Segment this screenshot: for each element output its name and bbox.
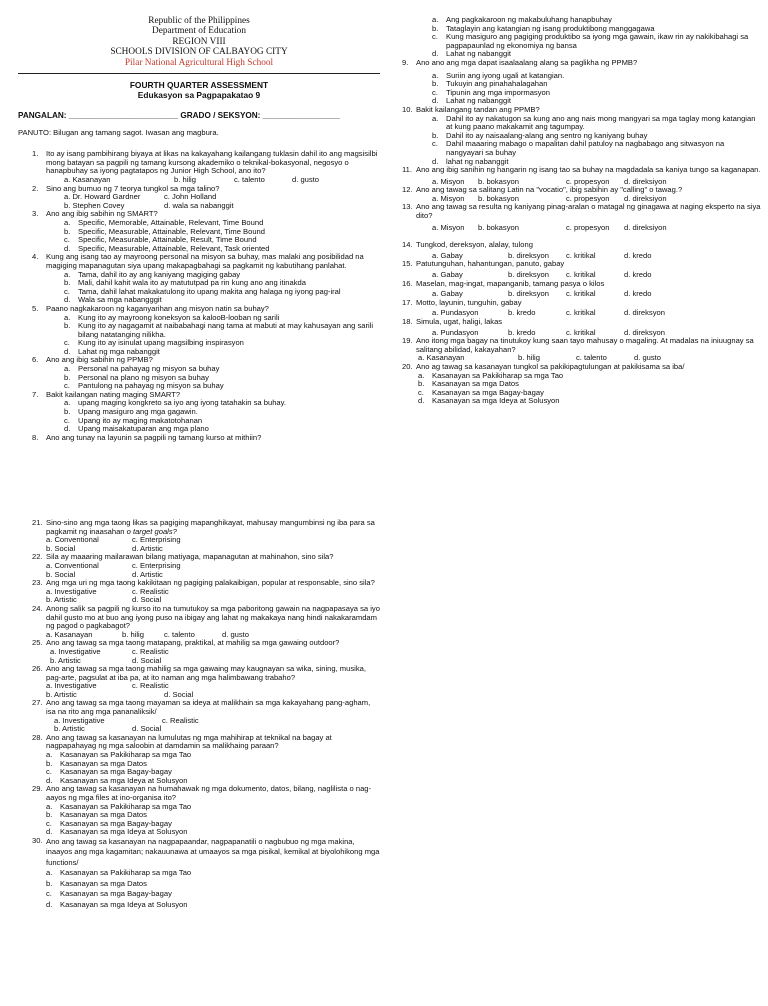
- question-number: 11.: [402, 165, 412, 175]
- choice-c[interactable]: c. kritikal: [566, 270, 596, 280]
- choice-d[interactable]: d. direksiyon: [624, 193, 667, 203]
- choice-c[interactable]: c. Specific, Measurable, Attainable, Result, Time Bound: [64, 235, 257, 245]
- choice-d[interactable]: d. Kasanayan sa mga Ideya at Solusyon: [46, 899, 188, 909]
- question-number: 25.: [32, 638, 43, 648]
- choice-c[interactable]: c. kritikal: [566, 289, 596, 299]
- choice-d[interactable]: d. Social: [132, 595, 162, 605]
- choice-b[interactable]: b. Kasanayan sa mga Datos: [46, 878, 147, 888]
- choice-b[interactable]: b. Personal na plano ng misyon sa buhay: [64, 372, 209, 382]
- choice-b[interactable]: b. hilig: [122, 629, 144, 639]
- choice-d[interactable]: d. Social: [132, 724, 162, 734]
- choice-c[interactable]: c. kritikal: [566, 308, 596, 318]
- question-text: Ano ang ibig sabihin ng PPMB?: [46, 355, 153, 365]
- question-text: Maselan, mag-ingat, mapanganib, tamang pasya o kilos: [416, 278, 605, 288]
- choice-c[interactable]: c. Enterprising: [132, 535, 181, 545]
- choice-c[interactable]: c. Realistic: [162, 715, 199, 725]
- choice-b[interactable]: b. Kasanayan sa mga Datos: [46, 758, 147, 768]
- question-number: 23.: [32, 578, 43, 588]
- question-number: 22.: [32, 552, 43, 562]
- question-5: [18, 305, 380, 357]
- choice-d[interactable]: d. kredo: [624, 250, 652, 260]
- choice-b[interactable]: b. Upang masiguro ang mga gagawin.: [64, 407, 198, 417]
- choice-d[interactable]: d. Kasanayan sa mga Ideya at Solusyon: [418, 396, 560, 406]
- question-13: [402, 203, 762, 232]
- choice-c[interactable]: c. Upang ito ay maging makatotohanan: [64, 415, 203, 425]
- choice-d[interactable]: d. gusto: [222, 629, 250, 639]
- choice-b[interactable]: b. direksyon: [508, 270, 549, 280]
- question-text: Bakit kailangan nating maging SMART?: [46, 389, 181, 399]
- choice-a[interactable]: a. Misyon: [432, 222, 465, 232]
- choice-a[interactable]: a. Investigative: [50, 646, 101, 656]
- question-15: [402, 260, 762, 279]
- choice-d[interactable]: d. wala sa nabanggit: [164, 200, 234, 210]
- choice-b[interactable]: b. Tataglayin ang katangian ng isang produktibong manggagawa: [432, 23, 655, 33]
- question-number: 2.: [32, 183, 39, 193]
- question-10: [402, 106, 762, 166]
- choice-c[interactable]: c. talento: [164, 629, 195, 639]
- question-number: 12.: [402, 185, 413, 195]
- choice-d[interactable]: d. Specific, Measurable, Attainable, Relevant, Task oriented: [64, 243, 270, 253]
- choice-d[interactable]: d. Kasanayan sa mga Ideya at Solusyon: [46, 827, 188, 837]
- choice-c[interactable]: c. Tipunin ang mga impormasyon: [432, 87, 550, 97]
- question-number: 14.: [402, 240, 413, 250]
- question-number: 1.: [32, 149, 39, 159]
- choice-d[interactable]: d. Artistic: [132, 569, 163, 579]
- choice-c[interactable]: c. talento: [576, 353, 607, 363]
- assessment-title: FOURTH QUARTER ASSESSMENT: [129, 80, 269, 91]
- choice-a[interactable]: a. Conventional: [46, 535, 99, 545]
- question-number: 5.: [32, 303, 39, 313]
- question-number: 27.: [32, 698, 43, 708]
- choice-a[interactable]: a. Kasanayan: [418, 353, 465, 363]
- choice-b[interactable]: b. Tukuyin ang pinahahalagahan: [432, 79, 548, 89]
- question-number: 4.: [32, 252, 39, 262]
- question-number: 29.: [32, 784, 43, 794]
- question-text: Ano ang tawag sa kasanayan na lumulutas ng mga mahihirap at teknikal na bagay at nagpapahayag ng mga saloobin at damdamin sa malikhaing paraan?: [46, 732, 332, 751]
- question-number: 30.: [32, 835, 43, 845]
- choice-c[interactable]: c. Kung ito ay isinulat upang magsilbing inspirasyon: [64, 338, 244, 348]
- choice-c[interactable]: c. Tama, dahil lahat makakatulong ito upang makita ang halaga ng iyong pag-iral: [64, 286, 341, 296]
- choice-c[interactable]: c. Pantulong na pahayag ng misyon sa buhay: [64, 381, 224, 391]
- question-22: [18, 553, 380, 579]
- question-20: [402, 363, 762, 406]
- question-text: Anong salik sa pagpili ng kurso ito na tumutukoy sa mga paboritong gawain na nagpapasaya sa iyo dahil gusto mo at buo ang iyong puso na ibigay ang lahat ng makakaya nang hindi nakakaramdam ng pagod o pagkabagot?: [46, 603, 380, 631]
- choice-c[interactable]: c. Enterprising: [132, 560, 181, 570]
- choice-b[interactable]: b. bokasyon: [478, 222, 519, 232]
- question-text: Kung ang isang tao ay mayroong personal na misyon sa buhay, mas malaki ang posibilidad na magiging mapanagutan siya upang makapagbahagi sa pagkamit ng kabutihang panlahat.: [46, 252, 364, 270]
- question-18: [402, 318, 762, 337]
- question-26: [18, 665, 380, 699]
- question-14: [402, 241, 762, 260]
- choice-a[interactable]: a. Dr. Howard Gardner: [64, 192, 141, 202]
- choice-d[interactable]: d. direksiyon: [624, 222, 667, 232]
- question-text: Ang mga uri ng mga taong kakikitaan ng pagiging palakaibigan, popular at responsable, sino sila?: [46, 578, 375, 588]
- choice-c[interactable]: c. propesyon: [566, 193, 610, 203]
- question-number: 26.: [32, 664, 43, 674]
- choice-b[interactable]: b. hilig: [518, 353, 540, 363]
- question-23: [18, 579, 380, 605]
- choice-a[interactable]: a. Kasanayan: [64, 175, 111, 184]
- choice-c[interactable]: c. Kasanayan sa mga Bagay-bagay: [46, 767, 172, 777]
- question-3: [18, 210, 380, 253]
- right-column: [402, 16, 762, 406]
- question-9: [402, 59, 762, 106]
- choice-a[interactable]: a. Suriin ang iyong ugali at katangian.: [432, 70, 565, 80]
- question-12: [402, 186, 762, 203]
- question-29: [18, 785, 380, 837]
- question-24: [18, 605, 380, 639]
- choice-d[interactable]: d. kredo: [624, 289, 652, 299]
- choice-d[interactable]: d. kredo: [624, 270, 652, 280]
- choice-b[interactable]: b. direksyon: [508, 250, 549, 260]
- question-text: Ano ang tawag sa mga taong matapang, praktikal, at mahilig sa mga gawaing outdoor?: [46, 638, 340, 648]
- question-text: Ano ang ibig sanihin ng hangarin ng isang tao sa buhay na magdadala sa kaniya tungo sa kaganapan.: [416, 165, 761, 175]
- question-number: 20.: [402, 361, 413, 371]
- choice-b[interactable]: b. Social: [46, 569, 76, 579]
- choice-a[interactable]: a. Investigative: [54, 715, 105, 725]
- choice-b[interactable]: b. Artistic: [46, 689, 77, 699]
- question-text: Ano ang tawag sa kasanayan na nagpapaandar, nagpapanatili o nagbubuo ng mga makina, inaayos ang mga kagamitan; nakauunawa at umaayos sa mga pisikal, kemikal at biyolohikong mga functions/: [46, 836, 380, 867]
- question-25: [18, 639, 380, 665]
- question-text: Ito ay isang pambihirang biyaya at likas na kakayahang kailangang tuklasin dahil ito ang magsisilbi mong batayan sa pagpili ng tamang kursong akademiko o teknikal-bokasyonal, negosyo o hanapbuhay sa iyong pagtatapos ng Junior High School, ano ito?: [46, 149, 378, 176]
- question-text: Ano ang tawag sa mga taong mayaman sa ideya at malikhain sa mga kakayahang pang-agham, isa na rito ang mga pananaliksik/: [46, 698, 371, 717]
- choice-a[interactable]: a. Misyon: [432, 176, 465, 186]
- question-1: [18, 150, 380, 184]
- choice-c[interactable]: c. Kasanayan sa mga Bagay-bagay: [46, 889, 172, 899]
- choice-b[interactable]: b. Specific, Measurable, Attainable, Relevant, Time Bound: [64, 226, 265, 236]
- choice-d[interactable]: d. Lahat ng nabanggit: [432, 96, 512, 106]
- instructions: PANUTO: Bilugan ang tamang sagot. Iwasan ang magbura.: [18, 127, 219, 137]
- question-text: Ano itong mga bagay na tinutukoy kung saan tayo mahusay o magaling. At madalas na iniuugnay sa salitang abilidad, kakayahan?: [416, 336, 754, 354]
- question-27: [18, 699, 380, 733]
- choice-a[interactable]: a. Ang pagkakaroon ng makabuluhang hanapbuhay: [432, 15, 612, 24]
- question-28: [18, 734, 380, 786]
- choice-b[interactable]: b. kredo: [508, 308, 536, 318]
- choice-b[interactable]: b. Dahil ito ay naisaalang-alang ang sentro ng kaniyang buhay: [432, 130, 648, 140]
- question-6: [18, 356, 380, 390]
- header-school: Pilar National Agricultural High School: [124, 57, 274, 68]
- question-number: 18.: [402, 317, 413, 326]
- question-17: [402, 299, 762, 318]
- choice-c[interactable]: c. kritikal: [566, 327, 596, 337]
- question-30: [18, 837, 380, 911]
- choice-a[interactable]: a. Investigative: [46, 681, 97, 691]
- question-19: [402, 337, 762, 363]
- choice-b[interactable]: b. Kasanayan sa mga Datos: [46, 810, 147, 820]
- question-text: Patutunguhan, hahantungan, panuto, gabay: [416, 259, 565, 269]
- question-text: Simula, ugat, haligi, lakas: [416, 317, 503, 326]
- choice-a[interactable]: a. Investigative: [46, 586, 97, 596]
- question-number: 7.: [32, 389, 39, 399]
- choice-c[interactable]: c. John Holland: [164, 192, 217, 202]
- choice-a[interactable]: a. Conventional: [46, 560, 99, 570]
- question-number: 6.: [32, 355, 39, 365]
- choice-b[interactable]: b. bokasyon: [478, 176, 519, 186]
- choice-d[interactable]: d. gusto: [634, 353, 662, 363]
- choice-a[interactable]: a. Kasanayan sa Pakikiharap sa mga Tao: [418, 370, 564, 380]
- choice-a[interactable]: a. Tama, dahil ito ay ang kaniyang magiging gabay: [64, 269, 241, 279]
- choice-d[interactable]: d. Social: [164, 689, 194, 699]
- choice-d[interactable]: d. Wala sa mga nabangggit: [64, 295, 162, 305]
- choice-c[interactable]: c. propesyon: [566, 176, 610, 186]
- header-republic: Republic of the Philippines: [148, 16, 250, 26]
- choice-b[interactable]: b. Artistic: [46, 595, 77, 605]
- header-division: SCHOOLS DIVISION OF CALBAYOG CITY: [110, 47, 288, 58]
- choice-b[interactable]: b. Kung ito ay nagagamit at naibabahagi nang tama at mabuti at may kahusayan ang sarili bilang natatanging nilikha.: [64, 321, 374, 339]
- choice-d[interactable]: d. direksyon: [624, 327, 665, 337]
- choice-a[interactable]: a. Misyon: [432, 193, 465, 203]
- question-text: Tungkod, dereksyon, alalay, tulong: [416, 240, 533, 250]
- question-text: Ano ang ibig sabihin ng SMART?: [46, 209, 158, 219]
- choice-a[interactable]: a. Specific, Memorable, Attainable, Relevant, Time Bound: [64, 217, 264, 227]
- choice-d[interactable]: d. Upang maisakatuparan ang mga plano: [64, 424, 209, 434]
- choice-a[interactable]: a. Kasanayan sa Pakikiharap sa mga Tao: [46, 868, 192, 878]
- header-region: REGION VIII: [172, 36, 226, 47]
- choice-b[interactable]: b. Artistic: [50, 655, 81, 665]
- header-department: Department of Education: [152, 26, 246, 37]
- header-divider: [18, 73, 380, 74]
- question-16: [402, 280, 762, 299]
- question-number: 13.: [402, 202, 413, 212]
- question-number: 16.: [402, 278, 413, 288]
- name-section-line[interactable]: PANGALAN: ________________________ GRADO / SEKSYON: _________________: [18, 111, 341, 121]
- choice-a[interactable]: a. Gabay: [432, 270, 463, 280]
- choice-c[interactable]: c. propesyon: [566, 222, 610, 232]
- question-number: 3.: [32, 209, 39, 219]
- choice-b[interactable]: b. bokasyon: [478, 193, 519, 203]
- choice-a[interactable]: a. Kasanayan sa Pakikiharap sa mga Tao: [46, 750, 192, 760]
- choice-c[interactable]: c. Realistic: [132, 646, 169, 656]
- choice-a[interactable]: a. Gabay: [432, 289, 463, 299]
- question-number: 15.: [402, 259, 413, 269]
- question-text: Sino ang bumuo ng 7 teorya tungkol sa mga talino?: [46, 183, 220, 193]
- choice-d[interactable]: d. Lahat ng nabanggit: [432, 49, 512, 59]
- choice-a[interactable]: a. Dahil ito ay nakatugon sa kung ano ang nais mong mangyari sa mga taglay mong katangian at kung paano makakamit ang tagumpay.: [432, 113, 756, 132]
- question-8-choices: [402, 16, 762, 59]
- choice-d[interactable]: d. gusto: [292, 175, 320, 184]
- choice-c[interactable]: c. Realistic: [132, 681, 169, 691]
- question-text: Ano ang tunay na layunin sa pagpili ng tamang kurso at mithiin?: [46, 432, 262, 442]
- choice-c[interactable]: c. Realistic: [132, 586, 169, 596]
- choice-b[interactable]: b. Kasanayan sa mga Datos: [418, 379, 519, 389]
- choice-b[interactable]: b. hilig: [174, 175, 196, 184]
- choice-b[interactable]: b. Mali, dahil kahit wala ito ay matututpad pa rin kung ano ang itinakda: [64, 278, 306, 288]
- choice-d[interactable]: d. Artistic: [132, 543, 163, 553]
- question-text: Paano nagkakaroon ng kaganyarihan ang misyon natin sa buhay?: [46, 303, 269, 313]
- choice-b[interactable]: b. Artistic: [54, 724, 85, 734]
- choice-a[interactable]: a. Kasanayan sa Pakikiharap sa mga Tao: [46, 801, 192, 811]
- choice-c[interactable]: c. Dahil maaaring mabago o mapalitan dahil patuloy na nagbabago ang sitwasyon na nangyayari sa buhay: [432, 139, 725, 157]
- question-text: Ano ang tawag sa mga taong mahilig sa mga gawaing may kaugnayan sa wika, sining, musika, pag-arte, pagsulat at iba pa, at ito naman ang mga halimbawang trabaho?: [46, 664, 366, 682]
- choice-a[interactable]: a. Gabay: [432, 250, 463, 260]
- question-text: Bakit kailangang tandan ang PPMB?: [416, 104, 540, 114]
- question-number: 24.: [32, 603, 43, 613]
- choice-a[interactable]: a. Kasanayan: [46, 629, 93, 639]
- question-2: [18, 185, 380, 211]
- question-text: Ano ano ang mga dapat isaalaalang alang sa paglikha ng PPMB?: [416, 57, 638, 67]
- question-text: Motto, layunin, tunguhin, gabay: [416, 297, 522, 307]
- question-text: Ano ang tawag sa resulta ng kaniyang pinag-aralan o matagal ng ginagawa at naging eksperto na siya dito?: [416, 202, 761, 221]
- choice-d[interactable]: d. direksiyon: [624, 176, 667, 186]
- choice-d[interactable]: d. Lahat ng mga nabanggit: [64, 346, 160, 356]
- question-text: Sila ay maaaring mailarawan bilang matiyaga, mapanagutan at mahinahon, sino sila?: [46, 552, 334, 562]
- subject-title: Edukasyon sa Pagpapakatao 9: [137, 90, 261, 101]
- question-7: [18, 391, 380, 434]
- question-number: 17.: [402, 297, 413, 307]
- choice-b[interactable]: b. direksyon: [508, 289, 549, 299]
- choice-d[interactable]: d. direksyon: [624, 308, 665, 318]
- question-text: Ano ang tawag sa kasanayan na humahawak ng mga dokumento, datos, bilang, naglilista o nag-aayos ng mga files at ino-organisa ito?: [46, 784, 372, 802]
- question-number: 8.: [32, 432, 39, 442]
- choice-c[interactable]: c. talento: [234, 175, 265, 184]
- choice-d[interactable]: d. lahat ng nabanggit: [432, 156, 509, 166]
- question-number: 9.: [402, 57, 409, 67]
- question-11: [402, 166, 762, 186]
- choice-a[interactable]: a. Pundasyon: [432, 308, 479, 318]
- choice-d[interactable]: d. Social: [132, 655, 162, 665]
- left-column: [18, 16, 380, 442]
- question-8: [18, 434, 380, 443]
- question-text: Sino-sino ang mga taong likas sa pagiging mapanghikayat, mahusay mangumbinsi ng iba para sa pagkamit ng inaasahan o target goals?: [46, 518, 375, 536]
- letterhead: [18, 16, 380, 68]
- choice-a[interactable]: a. Kung ito ay mayroong koneksyon sa kalooB-looban ng sarili: [64, 312, 280, 322]
- choice-c[interactable]: c. Kasanayan sa mga Bagay-bagay: [418, 387, 544, 397]
- question-number: 10.: [402, 104, 413, 114]
- question-number: 28.: [32, 732, 43, 742]
- choice-c[interactable]: c. Kasanayan sa mga Bagay-bagay: [46, 818, 172, 828]
- question-number: 21.: [32, 518, 43, 527]
- choice-c[interactable]: c. Kung masiguro ang pagiging produktibo sa iyong mga gawain, ikaw rin ay nakikibahagi sa pagpapaunlad ng ekonomiya ng bansa: [432, 32, 749, 50]
- choice-d[interactable]: d. Kasanayan sa mga Ideya at Solusyon: [46, 775, 188, 785]
- question-21: [18, 519, 380, 553]
- choice-b[interactable]: b. Stephen Covey: [64, 200, 125, 210]
- choice-a[interactable]: a. Personal na pahayag ng misyon sa buhay: [64, 364, 220, 374]
- choice-b[interactable]: b. Social: [46, 543, 76, 553]
- question-4: [18, 253, 380, 305]
- question-number: 19.: [402, 336, 413, 346]
- choice-c[interactable]: c. kritikal: [566, 250, 596, 260]
- choice-b[interactable]: b. kredo: [508, 327, 536, 337]
- question-text: Ano ang tawag sa salitang Latin na "vocatio", ibig sabihin ay "calling" o tawag.?: [416, 185, 683, 195]
- choice-a[interactable]: a. Pundasyon: [432, 327, 479, 337]
- question-text: Ano ag tawag sa kasanayan tungkol sa pakikipagtulungan at pakikisama sa iba/: [416, 361, 685, 371]
- bottom-column: [18, 519, 380, 910]
- choice-a[interactable]: a. upang maging kongkreto sa iyo ang iyong tatahakin sa buhay.: [64, 398, 286, 408]
